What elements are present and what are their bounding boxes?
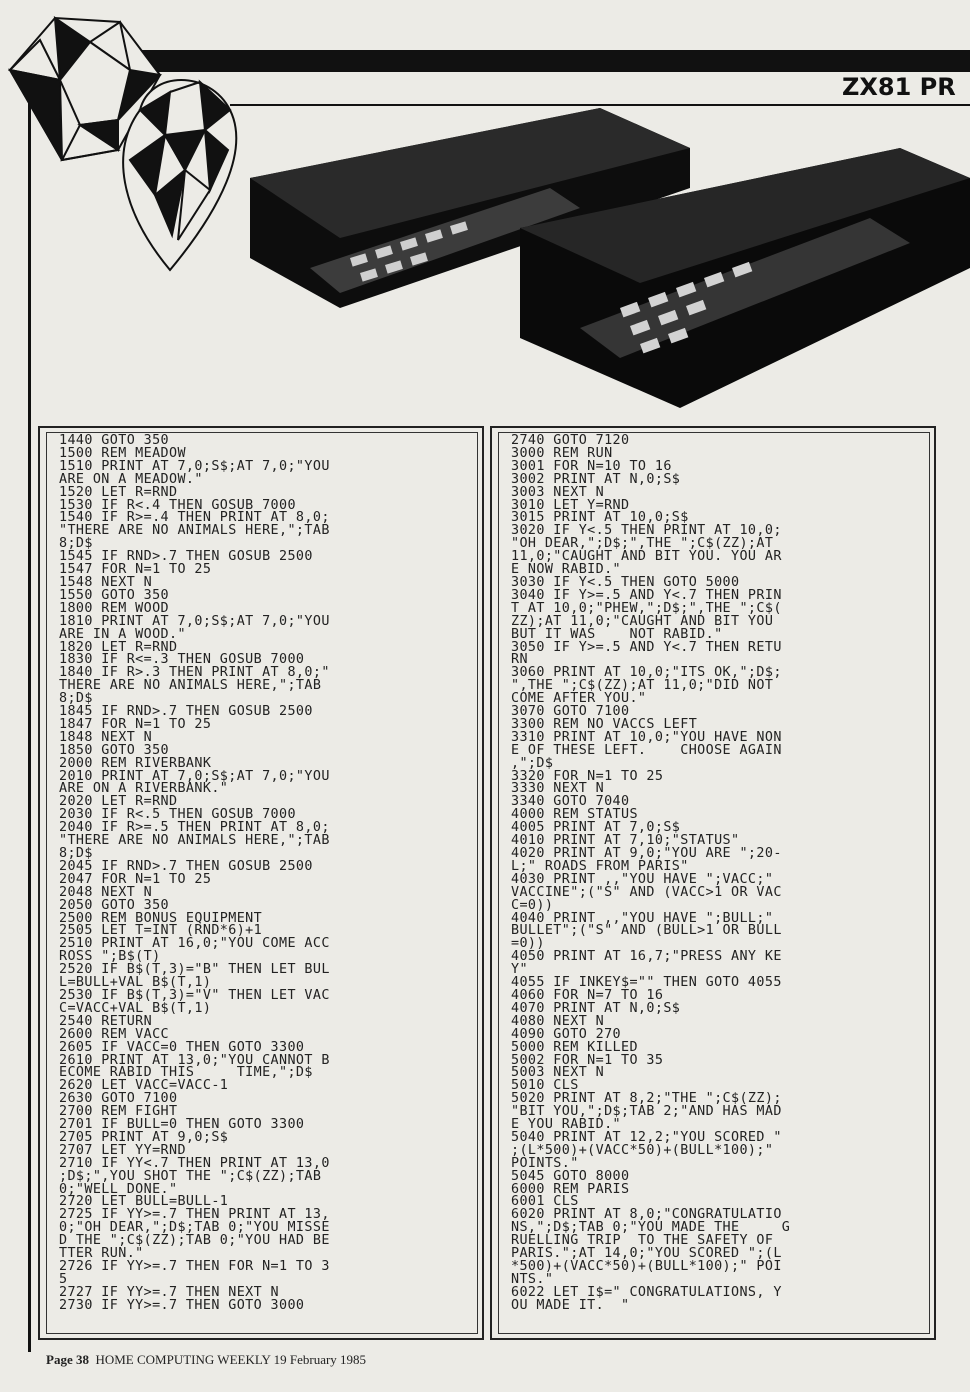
section-title: ZX81 PR	[828, 72, 970, 102]
listing-frame	[46, 432, 478, 1334]
gem-heart-illustration	[0, 0, 250, 290]
program-listing-left	[38, 426, 484, 1340]
zx81-computers-photo	[220, 108, 970, 428]
page-footer	[46, 1352, 366, 1368]
code-listing: 2740 GOTO 7120 3000 REM RUN 3001 FOR N=10 TO 16 3002 PRINT AT N,0;S$ 3003 NEXT N 3010 LET Y=RND 3015 PRINT AT 10,0;S$ 3020 IF Y<.5 THEN PRINT AT 10,0; "OH DEAR,";D$;",THE ";C$(ZZ);AT 11,0;"CAUGHT AND BIT YOU. YOU AR E NOW RABID." 3030 IF Y<.5 THEN GOTO 5000 3040 IF Y>=.5 AND Y<.7 THEN PRIN T AT 10,0;"PHEW,";D$;",THE ";C$( ZZ);AT 11,0;"CAUGHT AND BIT YOU BUT IT WAS NOT RABID." 3050 IF Y>=.5 AND Y<.7 THEN RETU RN 3060 PRINT AT 10,0;"ITS OK,";D$; ",THE ";C$(ZZ);AT 11,0;"DID NOT COME AFTER YOU." 3070 GOTO 7100 3300 REM NO VACCS LEFT 3310 PRINT AT 10,0;"YOU HAVE NON E OF THESE LEFT. CHOOSE AGAIN ,";D$ 3320 FOR N=1 TO 25 3330 NEXT N 3340 GOTO 7040 4000 REM STATUS 4005 PRINT AT 7,0;S$ 4010 PRINT AT 7,10;"STATUS" 4020 PRINT AT 9,0;"YOU ARE ";20- L;" ROADS FROM PARIS" 4030 PRINT ,,"YOU HAVE ";VACC;" VACCINE";("S" AND (VACC>1 OR VAC C=0)) 4040 PRINT ,,"YOU HAVE ";BULL;" BULLET";("S" AND (BULL>1 OR BULL =0)) 4050 PRINT AT 16,7;"PRESS ANY KE Y" 4055 IF INKEY$="" THEN GOTO 4055 4060 FOR N=7 TO 16 4070 PRINT AT N,0;S$ 4080 NEXT N 4090 GOTO 270 5000 REM KILLED 5002 FOR N=1 TO 35 5003 NEXT N 5010 CLS 5020 PRINT AT 8,2;"THE ";C$(ZZ); "BIT YOU,";D$;TAB 2;"AND HAS MAD E YOU RABID." 5040 PRINT AT 12,2;"YOU SCORED " ;(L*500)+(VACC*50)+(BULL*100);" POINTS." 5045 GOTO 8000 6000 REM PARIS 6001 CLS 6020 PRINT AT 8,0;"CONGRATULATIO NS,";D$;TAB 0;"YOU MADE THE G RUELLING TRIP TO THE SAFETY OF PARIS.";AT 14,0;"YOU SCORED ";(L *500)+(VACC*50)+(BULL*100);" POI NTS." 6022 LET I$=" CONGRATULATIONS, Y OU MADE IT. "	[511, 433, 791, 1313]
program-listing-right	[490, 426, 936, 1340]
publication-info: HOME COMPUTING WEEKLY 19 February 1985	[95, 1352, 367, 1367]
code-listing: 1440 GOTO 350 1500 REM MEADOW 1510 PRINT AT 7,0;S$;AT 7,0;"YOU ARE ON A MEADOW." 1520 LET R=RND 1530 IF R<.4 THEN GOSUB 7000 1540 IF R>=.4 THEN PRINT AT 8,0; "THERE ARE NO ANIMALS HERE,";TAB 8;D$ 1545 IF RND>.7 THEN GOSUB 2500 1547 FOR N=1 TO 25 1548 NEXT N 1550 GOTO 350 1800 REM WOOD 1810 PRINT AT 7,0;S$;AT 7,0;"YOU ARE IN A WOOD." 1820 LET R=RND 1830 IF R<=.3 THEN GOSUB 7000 1840 IF R>.3 THEN PRINT AT 8,0;" THERE ARE NO ANIMALS HERE,";TAB 8;D$ 1845 IF RND>.7 THEN GOSUB 2500 1847 FOR N=1 TO 25 1848 NEXT N 1850 GOTO 350 2000 REM RIVERBANK 2010 PRINT AT 7,0;S$;AT 7,0;"YOU ARE ON A RIVERBANK." 2020 LET R=RND 2030 IF R<.5 THEN GOSUB 7000 2040 IF R>=.5 THEN PRINT AT 8,0; "THERE ARE NO ANIMALS HERE,";TAB 8;D$ 2045 IF RND>.7 THEN GOSUB 2500 2047 FOR N=1 TO 25 2048 NEXT N 2050 GOTO 350 2500 REM BONUS EQUIPMENT 2505 LET T=INT (RND*6)+1 2510 PRINT AT 16,0;"YOU COME ACC ROSS ";B$(T) 2520 IF B$(T,3)="B" THEN LET BUL L=BULL+VAL B$(T,1) 2530 IF B$(T,3)="V" THEN LET VAC C=VACC+VAL B$(T,1) 2540 RETURN 2600 REM VACC 2605 IF VACC=0 THEN GOTO 3300 2610 PRINT AT 13,0;"YOU CANNOT B ECOME RABID THIS TIME,";D$ 2620 LET VACC=VACC-1 2630 GOTO 7100 2700 REM FIGHT 2701 IF BULL=0 THEN GOTO 3300 2705 PRINT AT 9,0;S$ 2707 LET YY=RND 2710 IF YY<.7 THEN PRINT AT 13,0 ;D$;",YOU SHOT THE ";C$(ZZ);TAB 0;"WELL DONE." 2720 LET BULL=BULL-1 2725 IF YY>=.7 THEN PRINT AT 13, 0;"OH DEAR,";D$;TAB 0;"YOU MISSE D THE ";C$(ZZ);TAB 0;"YOU HAD BE TTER RUN." 2726 IF YY>=.7 THEN FOR N=1 TO 3 5 2727 IF YY>=.7 THEN NEXT N 2730 IF YY>=.7 THEN GOTO 3000	[59, 433, 330, 1313]
header-rule	[230, 104, 970, 106]
listing-frame	[498, 432, 930, 1334]
page-number: Page 38	[46, 1352, 89, 1367]
